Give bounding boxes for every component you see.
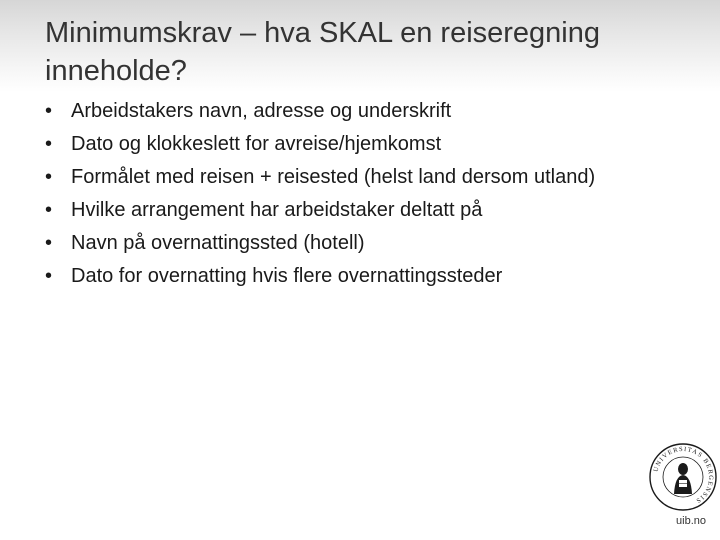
seal-lettering: UNIVERSITAS BERGENSIS [652, 445, 715, 505]
slide-title: Minimumskrav – hva SKAL en reiseregning inneholde? [45, 17, 601, 87]
list-item [45, 229, 645, 258]
bullet-list [45, 97, 645, 295]
list-item [45, 262, 645, 291]
list-item-text: Hvilke arrangement har arbeidstaker deltatt på [71, 199, 483, 221]
list-item-text: Dato for overnatting hvis flere overnattingssteder [71, 265, 503, 287]
list-item [45, 97, 645, 126]
list-item-text: Navn på overnattingssted (hotell) [71, 232, 365, 254]
list-item-text: Arbeidstakers navn, adresse og underskrift [71, 100, 452, 122]
list-item [45, 196, 645, 225]
list-item-text: Formålet med reisen + reisested (helst land dersom utland) [71, 166, 596, 188]
bullet-marker: • [45, 265, 53, 287]
bullet-marker: • [45, 232, 53, 254]
bullet-marker: • [45, 199, 53, 221]
list-item [45, 130, 645, 159]
list-item-text: Dato og klokkeslett for avreise/hjemkomst [71, 133, 442, 155]
list-item [45, 163, 645, 192]
bullet-marker: • [45, 166, 53, 188]
bullet-marker: • [45, 133, 53, 155]
footer-url: uib.no [676, 515, 706, 527]
bullet-marker: • [45, 100, 53, 122]
university-seal-logo [648, 442, 718, 512]
